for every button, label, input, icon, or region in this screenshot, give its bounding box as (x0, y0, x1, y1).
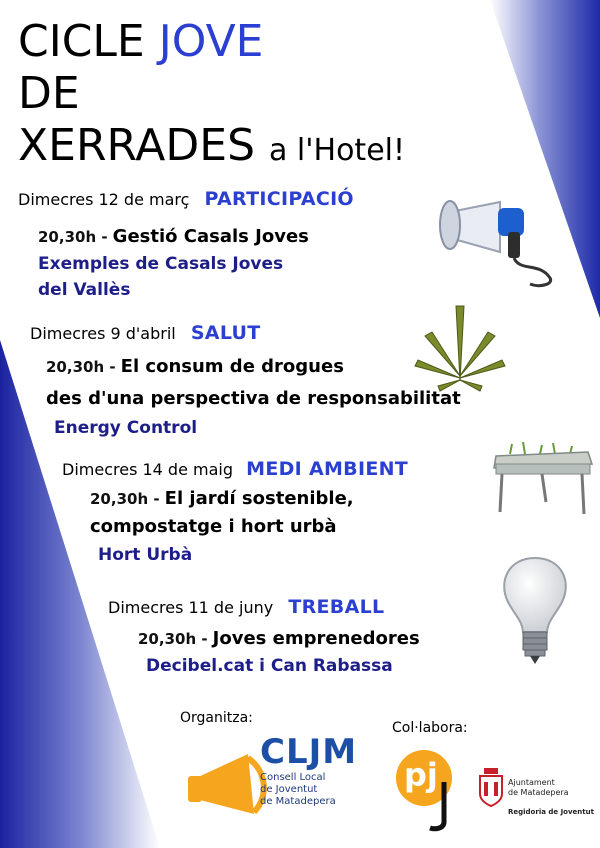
title-line-2: DE (18, 68, 80, 119)
session-topic: SALUT (190, 322, 261, 344)
session-date: Dimecres 12 de març (18, 190, 190, 209)
session-date: Dimecres 11 de juny (108, 598, 274, 617)
cljm-line-1: Consell Local (260, 772, 326, 783)
title-line-1 (18, 16, 264, 67)
session-4-speaker: Decibel.cat i Can Rabassa (146, 656, 393, 676)
session-3-speaker: Hort Urbà (98, 545, 193, 565)
cljm-line-2: de Joventut (260, 784, 318, 795)
title-word-cicle: CICLE (18, 16, 145, 67)
cljm-wordmark (260, 732, 357, 772)
title-tail: a l'Hotel! (269, 133, 406, 168)
session-1-speaker-line-2: del Vallès (38, 280, 131, 300)
ajuntament-logo (474, 768, 594, 838)
session-topic: MEDI AMBIENT (246, 458, 409, 480)
session-time: 20,30h - (46, 358, 116, 376)
cljm-line-3: de Matadepera (260, 796, 336, 807)
organitza-label: Organitza: (180, 710, 253, 726)
session-topic: TREBALL (288, 596, 385, 618)
leaf-icon (410, 296, 510, 396)
session-1-speaker-line-1: Exemples de Casals Joves (38, 254, 284, 274)
session-3-talk (90, 488, 354, 509)
session-time: 20,30h - (138, 630, 208, 648)
ajuntament-text (508, 778, 569, 798)
session-1-header (18, 188, 354, 210)
pj-text: pj (404, 756, 438, 794)
session-3-header (62, 458, 408, 480)
ajuntament-line-2: de Matadepera (508, 788, 569, 797)
session-2-speaker: Energy Control (54, 418, 198, 438)
session-2-talk (46, 356, 344, 377)
ajuntament-line-1: Ajuntament (508, 778, 555, 787)
session-date: Dimecres 14 de maig (62, 460, 234, 479)
session-2-header (30, 322, 261, 344)
garden-table-icon (490, 440, 595, 520)
coat-of-arms-icon (478, 768, 504, 808)
session-time: 20,30h - (90, 490, 160, 508)
session-talk: El consum de drogues (120, 356, 344, 377)
session-date: Dimecres 9 d'abril (30, 324, 176, 343)
title-line-3 (18, 120, 406, 171)
session-4-talk (138, 628, 420, 649)
session-3-talk-line-2: compostatge i hort urbà (90, 516, 337, 537)
pj-logo (392, 742, 464, 832)
cljm-text: CLJM (260, 732, 358, 772)
title-word-jove: JOVE (158, 16, 264, 67)
title-word-xerrades: XERRADES (18, 120, 256, 171)
collabora-label: Col·labora: (392, 720, 468, 736)
megaphone-icon (430, 192, 560, 292)
session-2-talk-line-2: des d'una perspectiva de responsabilitat (46, 388, 461, 409)
session-talk: Gestió Casals Joves (112, 226, 309, 247)
ajuntament-line-3: Regidoria de Joventut (508, 808, 594, 816)
session-1-talk (38, 226, 309, 247)
session-talk: El jardí sostenible, (164, 488, 354, 509)
session-talk: Joves emprenedores (212, 628, 420, 649)
cljm-logo (186, 732, 356, 836)
session-topic: PARTICIPACIÓ (204, 188, 354, 210)
session-time: 20,30h - (38, 228, 108, 246)
session-4-header (108, 596, 384, 618)
lightbulb-icon (490, 550, 580, 668)
cljm-caption (260, 772, 336, 808)
